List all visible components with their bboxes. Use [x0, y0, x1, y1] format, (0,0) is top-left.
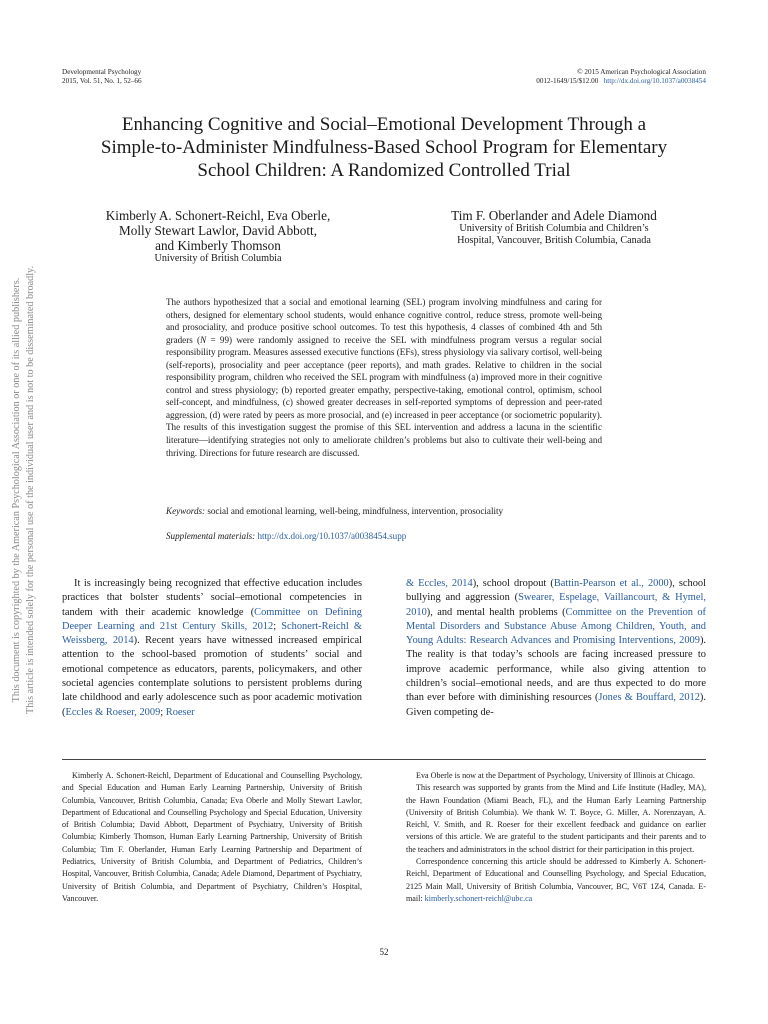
abstract-part-2: = 99) were randomly assigned to receive the SEL with mindfulness program versus a regular social responsibility program. Measures assessed executive functions (EFs), stress physiology via salivary cortisol, well-being (self-reports), prosociality and peer acceptance (peer reports), and math grades. Relative to children in the social responsibility program, children who received the SEL program with mindfulness (a) improved more in their cognitive control and stress physiology; (b) reported greater empathy, perspective-taking, emotional control, optimism, school self-concept, and mindfulness, (c) showed greater decreases in self-reported symptoms of depression and peer-rated aggression, (d) were rated by peers as more prosocial, and (e) increased in peer acceptance (or sociometric popularity). The results of this investigation suggest the promise of this SEL intervention and address a lacuna in the scientific literature—identifying strategies not only to ameliorate children’s problems but also to cultivate their well-being and thriving. Directions for future research are discussed.	[166, 334, 602, 458]
keywords-text: social and emotional learning, well-being, mindfulness, intervention, prosociality	[205, 506, 504, 516]
keywords	[166, 505, 602, 517]
citation-link[interactable]: Swearer, Espelage, Vaillancourt, & Hymel, 2010	[406, 592, 706, 618]
authors-left-block	[60, 208, 376, 265]
title-line-1: Enhancing Cognitive and Social–Emotional Development Through a	[121, 114, 647, 135]
author-line-1: Kimberly A. Schonert-Reichl, Eva Oberle,	[105, 208, 331, 223]
footnote-right	[406, 770, 706, 905]
author-affiliations-note: Kimberly A. Schonert-Reichl, Department of Educational and Counselling Psychology, and Special Education and Human Early Learning Partnership, University of British Columbia, Vancouver, British Columbia, Canada; Eva Oberle and Molly Stewart Lawlor, Department of Educational and Counselling Psychology and Special Education, University of British Columbia; David Abbott, Department of Psychiatry, University of British Columbia; Kimberly Thomson, Human Early Learning Partnership, University of British Columbia; Tim F. Oberlander, Human Early Learning Partnership and Department of Pediatrics, University of British Columbia, and Department of Pediatrics, Children’s Hospital, Vancouver, British Columbia, Canada; Adele Diamond, Department of Psychiatry, University of British Columbia, and Department of Psychiatry, Children’s Hospital, Vancouver.	[62, 771, 362, 903]
funding-note: This research was supported by grants from the Mind and Life Institute (Hadley, MA), the Hawn Foundation (Miami Beach, FL), and the Human Early Learning Partnership (University of British Columbia). We thank W. T. Boyce, G. Miller, A. Norenzayan, A. Reichl, V. Smith, and R. Roeser for their excellent feedback and guidance on earlier versions of this article. We are grateful to the student participants and their parents and to the teachers and administrators in the school district for their participation in this project.	[406, 783, 706, 854]
abstract	[166, 296, 602, 459]
body-text: ). The reality is that today’s schools are facing increased pressure to improve academic performance, while also giving attention to children’s social–emotional needs, and are thus expected to do more than ever before with diminishing resources (	[406, 635, 706, 704]
doi-link[interactable]: http://dx.doi.org/10.1037/a0038454	[603, 77, 706, 85]
citation-link[interactable]: Committee on Defining Deeper Learning and 21st Century Skills, 2012	[62, 606, 362, 632]
citation-link[interactable]: Roeser	[165, 706, 195, 718]
author-note-1: Eva Oberle is now at the Department of Psychology, University of Illinois at Chicago.	[416, 771, 695, 780]
body-text: ). Recent years have witnessed increased empirical attention to the school-based promotion of students’ social and emotional competence as educators, parents, policymakers, and other societal agencies contemplate solutions to persistent problems during late childhood and early adolescence such as poor academic motivation (	[62, 635, 362, 718]
issn: 0012-1649/15/$12.00	[536, 77, 599, 85]
body-text: ), school dropout (	[472, 578, 554, 589]
author-line-2: Molly Stewart Lawlor, David Abbott,	[119, 223, 317, 238]
side-notice-text	[10, 260, 38, 720]
article-title	[40, 113, 728, 182]
affiliation-left: University of British Columbia	[154, 253, 282, 264]
body-text: ), and mental health problems (	[426, 606, 566, 618]
footnote-divider	[62, 759, 706, 760]
copyright-notice: © 2015 American Psychological Association	[577, 68, 706, 76]
supplemental-link[interactable]: http://dx.doi.org/10.1037/a0038454.supp	[255, 531, 407, 541]
authors-right-block	[404, 208, 704, 247]
affiliation-right-2: Hospital, Vancouver, British Columbia, Canada	[457, 235, 651, 246]
body-text: ), school bullying and aggression (	[406, 578, 706, 604]
page-number: 52	[379, 947, 389, 957]
citation-link[interactable]: Eccles & Roeser, 2009	[65, 706, 161, 718]
body-text: ). Given competing de-	[406, 692, 706, 718]
title-line-2: Simple-to-Administer Mindfulness-Based School Program for Elementary	[100, 137, 668, 158]
citation-link[interactable]: Battin-Pearson et al., 2000	[553, 578, 669, 589]
body-text: It is increasingly being recognized that effective education includes practices that bolster students’ social–emotional competencies in tandem with their academic knowledge (	[62, 578, 362, 618]
body-text: ;	[273, 620, 282, 632]
side-notice-line-2: This article is intended solely for the personal use of the individual user and is not to be disseminated broadly.	[25, 265, 36, 715]
citation-link[interactable]: Jones & Bouffard, 2012	[598, 692, 700, 704]
author-line-3: and Kimberly Thomson	[155, 238, 281, 253]
supplemental-materials	[166, 530, 602, 542]
body-column-right	[406, 577, 706, 720]
journal-info	[62, 68, 142, 86]
citation-link[interactable]: Schonert-Reichl & Weissberg, 2014	[62, 620, 362, 647]
issn-doi-line	[536, 77, 706, 86]
copyright-info	[536, 68, 706, 86]
affiliation-right-1: University of British Columbia and Children’s	[459, 223, 649, 234]
body-text: ;	[160, 706, 166, 718]
abstract-n-symbol: N	[200, 334, 207, 345]
correspondence-text: Correspondence concerning this article should be addressed to Kimberly A. Schonert-Reichl, Department of Educational and Counselling Psychology, and Special Education, 2125 Main Mall, University of British Columbia, Vancouver, BC, V6T 1Z4, Canada. E-mail:	[406, 857, 706, 903]
correspondence-note	[406, 856, 706, 905]
body-column-left	[62, 577, 362, 720]
side-notice-line-1: This document is copyrighted by the American Psychological Association or one of its allied publishers.	[11, 277, 22, 703]
abstract-part-1: The authors hypothesized that a social and emotional learning (SEL) program involving mindfulness and caring for others, designed for elementary school students, would enhance cognitive control, reduce stress, promote well-being and prosociality, and produce positive school outcomes. To test this hypothesis, 4 classes of combined 4th and 5th graders (	[166, 297, 602, 345]
supplemental-label: Supplemental materials:	[166, 531, 256, 541]
footnote-left	[62, 770, 362, 905]
citation-link[interactable]: & Eccles, 2014	[406, 578, 473, 589]
citation-link[interactable]: Committee on the Prevention of Mental Disorders and Substance Abuse Among Children, Youth, and Young Adults: Research Advances and Promising Interventions, 2009	[406, 606, 707, 647]
journal-name: Developmental Psychology	[62, 68, 142, 76]
journal-volume: 2015, Vol. 51, No. 1, 52–66	[62, 77, 142, 85]
title-line-3: School Children: A Randomized Controlled Trial	[197, 160, 571, 181]
author-line-right: Tim F. Oberlander and Adele Diamond	[451, 208, 657, 223]
email-link[interactable]: kimberly.schonert-reichl@ubc.ca	[424, 893, 533, 903]
keywords-label: Keywords:	[166, 506, 206, 516]
